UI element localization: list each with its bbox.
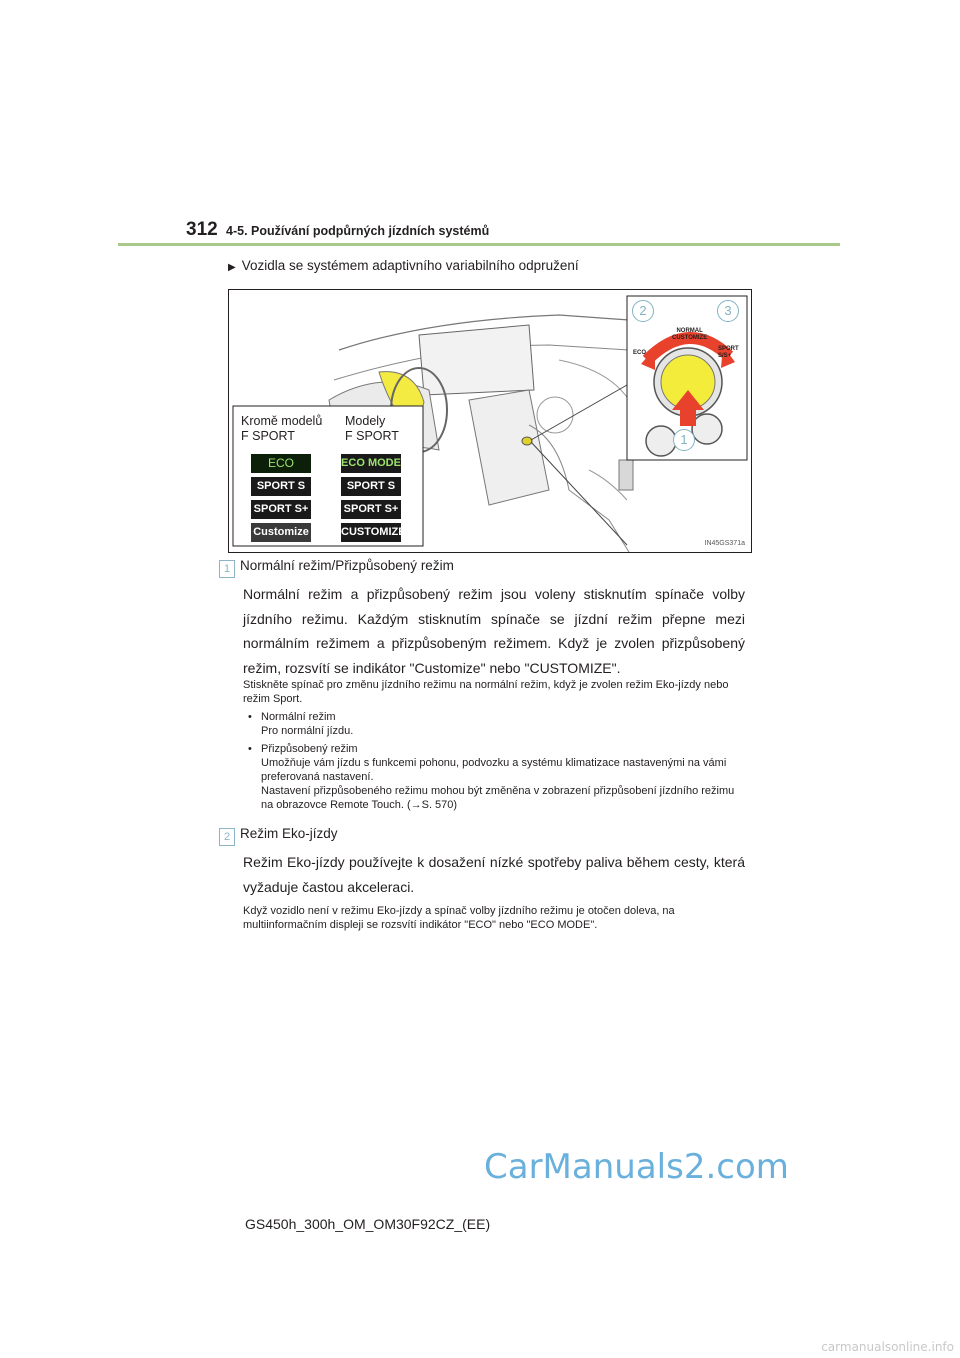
dial-label-eco: ECO bbox=[633, 350, 647, 356]
item-2-note: Když vozidlo není v režimu Eko-jízdy a spínač volby jízdního režimu je otočen doleva, na multiinformačním displeji se rozsvítí indikátor "ECO" nebo "ECO MODE". bbox=[243, 905, 675, 931]
item-1-badge: 1 bbox=[219, 560, 235, 578]
indicator-sport-s-fsport: SPORT S bbox=[341, 477, 401, 496]
indicator-sport-s-plus: SPORT S+ bbox=[251, 500, 311, 519]
indicator-eco: ECO bbox=[251, 454, 311, 473]
indicator-sport-s-plus-fsport: SPORT S+ bbox=[341, 500, 401, 519]
indicator-customize-fsport: CUSTOMIZE bbox=[341, 523, 401, 542]
dial-label-normal: NORMAL CUSTOMIZE bbox=[672, 328, 708, 341]
header-rule bbox=[118, 243, 840, 246]
indicator-sport-s: SPORT S bbox=[251, 477, 311, 496]
bullet-dot: • bbox=[248, 711, 252, 723]
callout-3: 3 bbox=[717, 300, 739, 322]
item-1-note: Stiskněte spínač pro změnu jízdního režimu na normální režim, když je zvolen režim Eko-jízdy nebo režim Sport. bbox=[243, 679, 729, 705]
item-2-badge: 2 bbox=[219, 828, 235, 846]
bullet-customize: Přizpůsobený režim Umožňuje vám jízdu s funkcemi pohonu, podvozku a systému klimatizace nastavenými na vámi preferovaná nastavení. Nastavení přizpůsobeného režimu mohou být změněna v zobrazení přizpůsobení jízdního režimu na obrazovce Remote Touch. (→S. 570) bbox=[261, 743, 735, 811]
legend-non-fsport: Kromě modelů F SPORT bbox=[241, 414, 323, 443]
bullet-dot: • bbox=[248, 743, 252, 755]
dial-label-sport: SPORT S/S+ bbox=[718, 346, 739, 359]
watermark: CarManuals2.com bbox=[484, 1147, 789, 1187]
sub-heading bbox=[228, 258, 579, 273]
callout-2: 2 bbox=[632, 300, 654, 322]
page-number: 312 bbox=[186, 219, 218, 240]
item-2-body: Režim Eko-jízdy používejte k dosažení nízké spotřeby paliva během cesty, která vyžaduje častou akceleraci. bbox=[243, 854, 745, 895]
sub-heading-text: Vozidla se systémem adaptivního variabilního odpružení bbox=[241, 258, 579, 273]
bullet-normal: Normální režim Pro normální jízdu. bbox=[261, 711, 354, 737]
item-2-title: Režim Eko-jízdy bbox=[240, 826, 338, 841]
illustration bbox=[228, 289, 752, 553]
legend-fsport: Modely F SPORT bbox=[345, 414, 399, 443]
footer-code: GS450h_300h_OM_OM30F92CZ_(EE) bbox=[245, 1216, 491, 1232]
item-1-title: Normální režim/Přizpůsobený režim bbox=[240, 558, 454, 573]
section-title: 4-5. Používání podpůrných jízdních systémů bbox=[226, 224, 490, 238]
item-1-body: Normální režim a přizpůsobený režim jsou voleny stisknutím spínače volby jízdního režimu. Každým stisknutím spínače se jízdní režim přepne mezi normálním režimem a přizpůsobeným režimem. Když je zvolen přizpůsobený režim, rozsvítí se indikátor "Customize" nebo "CUSTOMIZE". bbox=[243, 586, 745, 676]
watermark-secondary: carmanualsonline.info bbox=[821, 1340, 954, 1354]
callout-1: 1 bbox=[673, 429, 695, 451]
indicator-eco-mode-fsport: ECO MODE bbox=[341, 454, 401, 473]
indicator-customize: Customize bbox=[251, 523, 311, 542]
triangle-bullet-icon: ▶ bbox=[228, 262, 236, 273]
figure-code: IN45GS371a bbox=[704, 540, 745, 547]
